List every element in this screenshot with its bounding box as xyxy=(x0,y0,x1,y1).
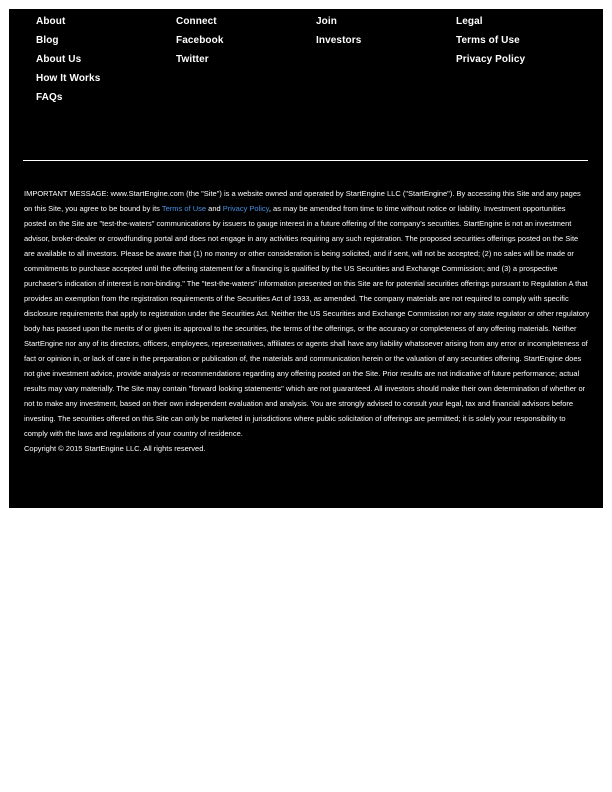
footer-divider xyxy=(23,160,588,161)
footer-link-facebook[interactable]: Facebook xyxy=(176,35,224,46)
footer-column-join xyxy=(316,12,361,50)
footer-link-about-us[interactable]: About Us xyxy=(36,54,82,65)
footer-heading-about[interactable]: About xyxy=(36,16,66,27)
site-footer xyxy=(9,9,603,508)
footer-column-legal xyxy=(456,12,525,69)
footer-heading-join[interactable]: Join xyxy=(316,16,337,27)
footer-column-connect xyxy=(176,12,223,69)
message-privacy-link[interactable]: Privacy Policy xyxy=(222,204,269,213)
copyright-text: Copyright © 2015 StartEngine LLC. All rights reserved. xyxy=(24,444,206,453)
message-terms-link[interactable]: Terms of Use xyxy=(161,204,207,213)
message-text-intro: IMPORTANT MESSAGE: www.StartEngine.com (the "Site") is a website owned and operated by StartEngine LLC ("StartEngine"). By accessing this Site and any pages on this Site, you agree to be bound by its xyxy=(24,189,581,213)
footer-link-twitter[interactable]: Twitter xyxy=(176,54,209,65)
footer-link-blog[interactable]: Blog xyxy=(36,35,59,46)
footer-link-how-it-works[interactable]: How It Works xyxy=(36,73,101,84)
footer-column-about xyxy=(36,12,100,107)
footer-link-privacy-policy[interactable]: Privacy Policy xyxy=(456,54,526,65)
footer-heading-connect[interactable]: Connect xyxy=(176,16,217,27)
footer-link-faqs[interactable]: FAQs xyxy=(36,92,63,103)
footer-heading-legal[interactable]: Legal xyxy=(456,16,483,27)
message-text-body: , as may be amended from time to time without notice or liability. Investment opportunities posted on the Site are "test-the-waters" communications by issuers to gauge interest in a future offering of the company's securities. StartEngine is not an investment advisor, broker-dealer or crowdfunding portal and does not engage in any activities requiring any such registration. The proposed securities offerings posted on the Site are available to all investors. Please be aware that (1) no money or other consideration is being solicited, and if sent, will not be accepted; (2) no sales will be made or commitments to purchase accepted until the offering statement for a financing is qualified by the US Securities and Exchange Commission; and (3) a prospective purchaser's indication of interest is non-binding." The "test-the-waters" information presented on this Site are for potential securities offerings pursuant to Regulation A that provides an exemption from the registration requirements of the Securities Act of 1933, as amended. The company materials are not required to comply with specific disclosure requirements that apply to registration under the Securities Act. Neither the US Securities and Exchange Commission nor any state regulator or other regulatory body has passed upon the merits of or given its approval to the securities, the terms of the offerings, or the accuracy or completeness of any offering materials. Neither StartEngine nor any of its directors, officers, employees, representatives, affiliates or agents shall have any liability whatsoever arising from any error or incompleteness of fact or opinion in, or lack of care in the preparation or publication of, the materials and communication herein or the valuation of any securities offering. StartEngine does not give investment advice, provide analysis or recommendations regarding any offering posted on the Site. Prior results are not indicative of future performance; actual results may vary materially. The Site may contain "forward looking statements" which are not guaranteed. All investors should make their own determination of whether or not to make any investment, based on their own independent evaluation and analysis. You are strongly advised to consult your legal, tax and financial advisors before investing. The securities offered on this Site can only be marketed in jurisdictions where public solicitation of offerings are permitted; it is solely your responsibility to comply with the laws and regulations of your country of residence. xyxy=(24,204,590,438)
message-text-and: and xyxy=(206,204,223,213)
footer-link-terms-of-use[interactable]: Terms of Use xyxy=(456,35,520,46)
footer-link-investors[interactable]: Investors xyxy=(316,35,362,46)
important-message xyxy=(24,186,590,456)
